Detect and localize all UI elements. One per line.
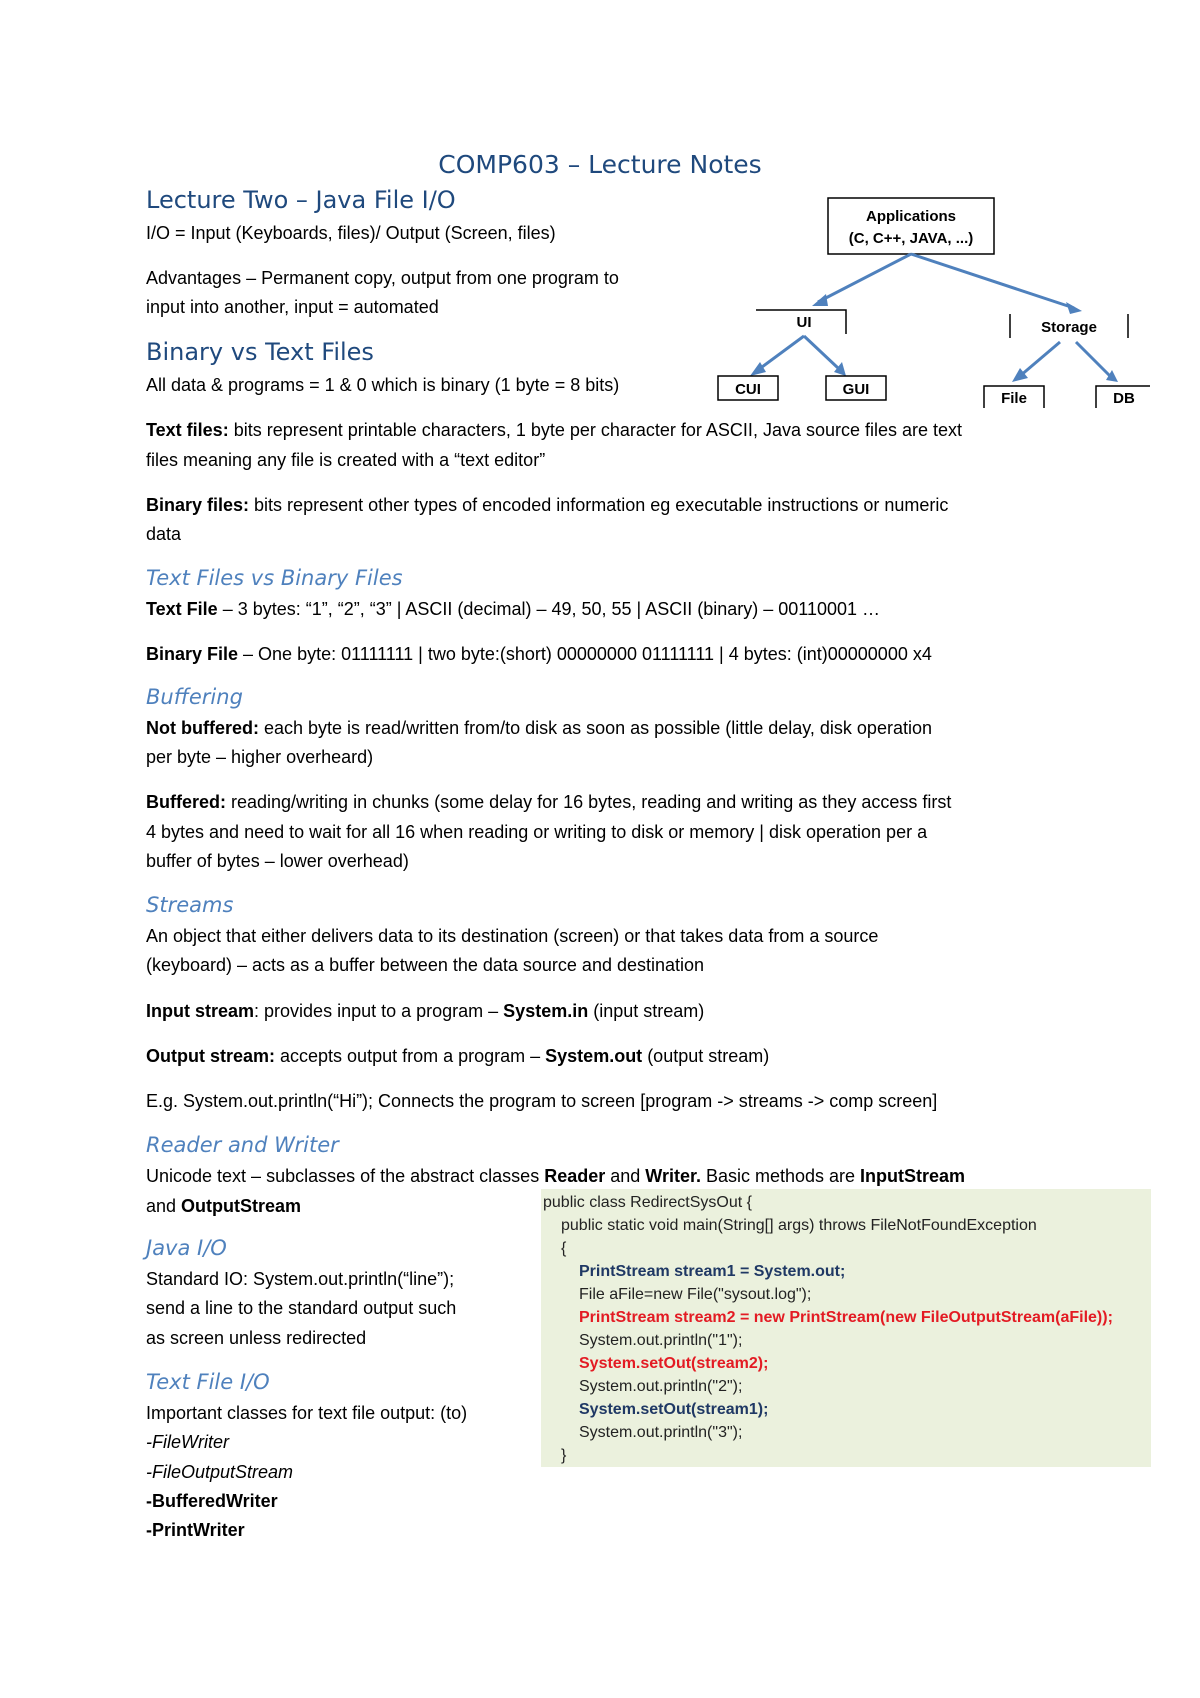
streams-heading: Streams [146, 893, 234, 917]
file-label: File [1001, 390, 1027, 407]
applications-sublabel: (C, C++, JAVA, ...) [848, 230, 974, 247]
code-line: System.out.println("1"); [579, 1332, 743, 1349]
lecture-heading: Lecture Two – Java File I/O [146, 186, 456, 214]
text-files-label: Text files: [146, 420, 229, 440]
tf-vs-bf-heading: Text Files vs Binary Files [146, 566, 403, 590]
advantages-line-1: Advantages – Permanent copy, output from one program to [146, 268, 619, 288]
reader-writer-line-2: and OutputStream [146, 1196, 302, 1216]
streams-desc-1: An object that either delivers data to its destination (screen) or that takes data from a source [146, 926, 879, 946]
java-io-line-1: Standard IO: System.out.println(“line”); [146, 1269, 455, 1289]
binary-files-line-1: Binary files: bits represent other types of encoded information eg executable instructions or numeric [146, 495, 949, 515]
buffered-line-3: buffer of bytes – lower overhead) [146, 851, 409, 871]
applications-label: Applications [865, 208, 957, 225]
storage-label: Storage [1041, 319, 1097, 336]
java-io-line-3: as screen unless redirected [146, 1328, 367, 1348]
db-label: DB [1113, 390, 1135, 407]
buffering-heading: Buffering [146, 685, 243, 709]
not-buffered-line-2: per byte – higher overheard) [146, 747, 374, 767]
gui-label: GUI [842, 381, 870, 398]
streams-desc-2: (keyboard) – acts as a buffer between the data source and destination [146, 955, 705, 975]
text-files-line-1: Text files: bits represent printable characters, 1 byte per character for ASCII, Java source files are text [146, 420, 963, 440]
binary-text-heading: Binary vs Text Files [146, 338, 374, 366]
code-line: public class RedirectSysOut { [543, 1194, 752, 1211]
binary-file-line: Binary File – One byte: 01111111 | two byte:(short) 00000000 01111111 | 4 bytes: (int)00000000 x4 [146, 644, 932, 664]
java-io-line-2: send a line to the standard output such [146, 1298, 457, 1318]
code-line: System.setOut(stream2); [579, 1355, 769, 1372]
code-line: File aFile=new File("sysout.log"); [579, 1286, 812, 1303]
all-data-line: All data & programs = 1 & 0 which is binary (1 byte = 8 bits) [146, 375, 620, 395]
buffered-line-1: Buffered: reading/writing in chunks (some delay for 16 bytes, reading and writing as they access first [146, 792, 952, 812]
reader-writer-heading: Reader and Writer [146, 1133, 339, 1157]
input-stream-line: Input stream: provides input to a program – System.in (input stream) [146, 1001, 705, 1021]
class-item-filewriter: -FileWriter [146, 1432, 229, 1452]
text-file-io-heading: Text File I/O [146, 1370, 270, 1394]
binary-files-label: Binary files: [146, 495, 250, 515]
code-line: System.out.println("3"); [579, 1424, 743, 1441]
page-title: COMP603 – Lecture Notes [438, 150, 762, 179]
ui-label: UI [796, 314, 812, 331]
applications-diagram [714, 190, 1154, 420]
class-item-fileoutputstream: -FileOutputStream [146, 1462, 294, 1482]
code-line: System.out.println("2"); [579, 1378, 743, 1395]
stream-example: E.g. System.out.println(“Hi”); Connects the program to screen [program -> streams -> comp screen] [146, 1091, 938, 1111]
code-block [541, 1189, 1151, 1467]
code-line: PrintStream stream2 = new PrintStream(new FileOutputStream(aFile)); [579, 1309, 1113, 1326]
advantages-line-2: input into another, input = automated [146, 297, 439, 317]
reader-writer-line-1: Unicode text – subclasses of the abstract classes Reader and Writer. Basic methods are InputStream [146, 1166, 966, 1186]
code-line: System.setOut(stream1); [579, 1401, 769, 1418]
cui-label: CUI [735, 381, 761, 398]
not-buffered-line-1: Not buffered: each byte is read/written from/to disk as soon as possible (little delay, disk operation [146, 718, 932, 738]
binary-files-line-2: data [146, 524, 182, 544]
output-stream-line: Output stream: accepts output from a program – System.out (output stream) [146, 1046, 770, 1066]
code-line: } [561, 1447, 567, 1464]
buffered-line-2: 4 bytes and need to wait for all 16 when reading or writing to disk or memory | disk operation per a [146, 822, 928, 842]
code-line: public static void main(String[] args) throws FileNotFoundException [561, 1217, 1037, 1234]
class-item-bufferedwriter: -BufferedWriter [146, 1491, 278, 1511]
text-files-line-2: files meaning any file is created with a “text editor” [146, 450, 546, 470]
io-definition: I/O = Input (Keyboards, files)/ Output (Screen, files) [146, 223, 556, 243]
class-item-printwriter: -PrintWriter [146, 1520, 245, 1540]
text-file-io-intro: Important classes for text file output: (to) [146, 1403, 468, 1423]
java-io-heading: Java I/O [146, 1236, 227, 1260]
code-line: PrintStream stream1 = System.out; [579, 1263, 846, 1280]
code-line: { [561, 1240, 567, 1257]
text-file-line: Text File – 3 bytes: “1”, “2”, “3” | ASCII (decimal) – 49, 50, 55 | ASCII (binary) – 00110001 … [146, 599, 881, 619]
